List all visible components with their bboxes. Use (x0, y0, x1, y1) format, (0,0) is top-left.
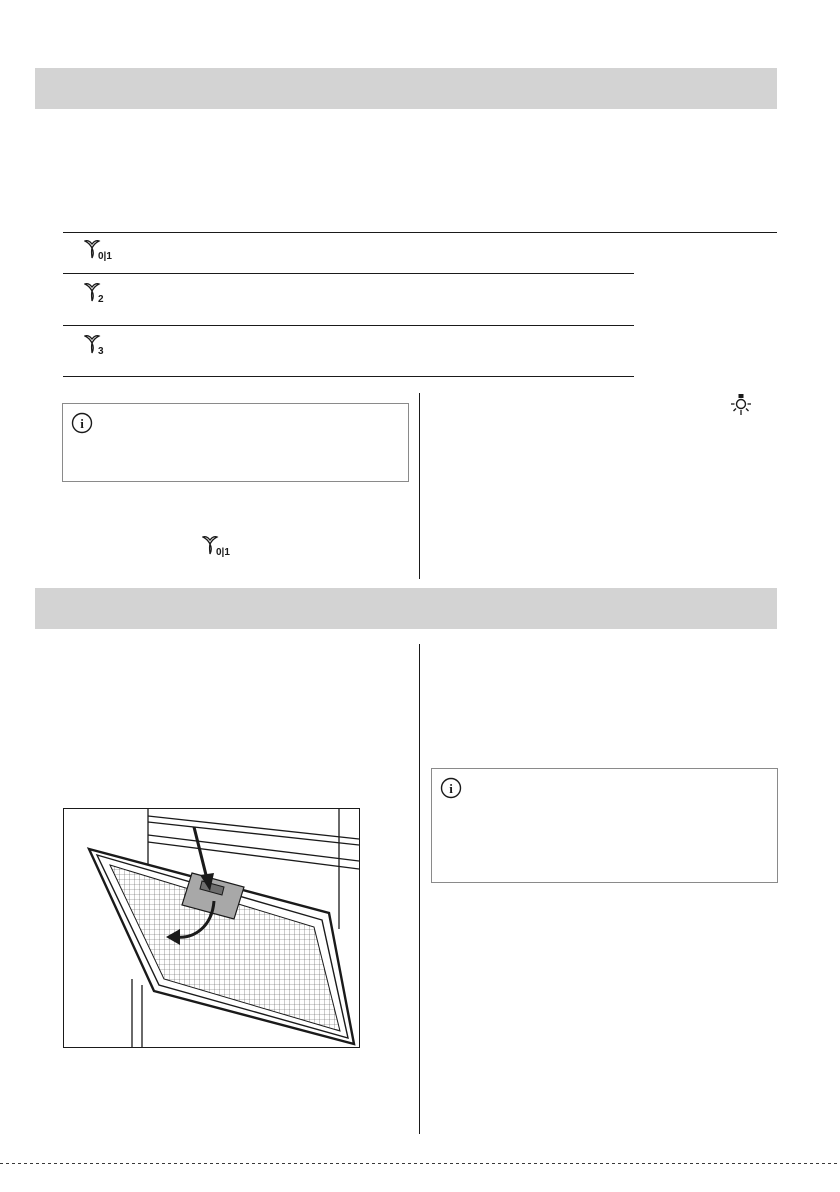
column-divider-2 (419, 644, 420, 1134)
fan-subscript: 3 (98, 346, 104, 357)
grease-filter-illustration (63, 808, 360, 1048)
info-icon (440, 777, 462, 799)
table-bottom-rule (63, 376, 634, 377)
grease-filter-drawing (64, 809, 359, 1047)
fan-speed-3-icon (84, 334, 114, 358)
fan-subscript: 2 (98, 294, 104, 305)
fan-speed-2-icon (84, 282, 114, 306)
info-icon (71, 412, 93, 434)
info-note-box-2 (431, 768, 778, 883)
page-bottom-dashed-rule (0, 1163, 840, 1164)
column-divider-1 (419, 393, 420, 579)
svg-text:i: i (80, 416, 84, 431)
fan-subscript: 0|1 (98, 251, 112, 262)
info-note-box-1 (62, 403, 409, 482)
table-row-divider (63, 325, 634, 326)
fan-subscript: 0|1 (216, 547, 230, 558)
section-header-band-2 (35, 588, 777, 629)
svg-text:i: i (449, 781, 453, 796)
table-row-divider (63, 273, 634, 274)
table-top-rule (63, 232, 777, 233)
fan-speed-0-1-icon (84, 239, 124, 263)
light-bulb-icon (728, 394, 754, 418)
fan-speed-0-1-inline-icon (202, 535, 242, 559)
section-header-band-1 (35, 68, 777, 109)
